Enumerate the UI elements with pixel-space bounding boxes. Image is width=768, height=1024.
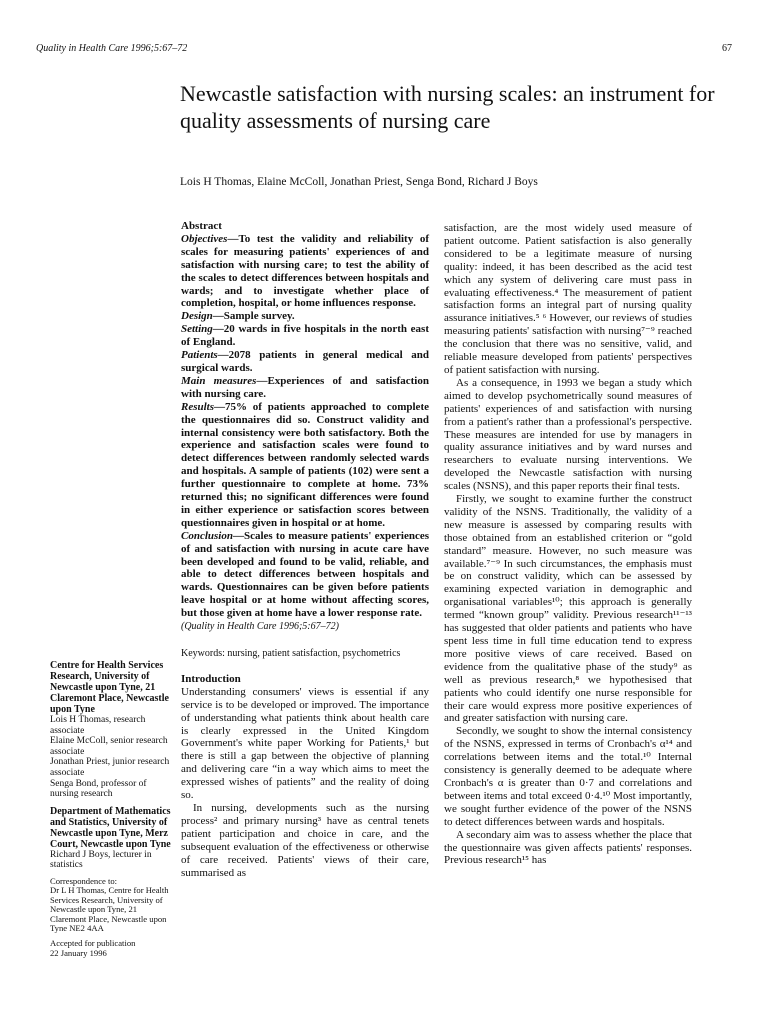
affiliation-2: Department of Mathematics and Statistics, University of Newcastle upon Tyne, Merz Court, Newcastle upon Tyne xyxy=(50,805,171,850)
abstract-objectives xyxy=(181,233,429,310)
intro-paragraph-2: In nursing, developments such as the nursing process² and primary nursing³ have as central tenets patient participation and choice in care, and the subsequent evaluation of the effectiveness or otherwise of care received. Patients' views of their care, summarised as xyxy=(181,801,429,879)
correspondence-label: Correspondence to: xyxy=(50,875,118,886)
abstract-design-label: Design xyxy=(181,310,213,323)
abstract-conclusion-label: Conclusion xyxy=(181,529,233,542)
abstract-results-label: Results xyxy=(181,400,215,413)
body-paragraph-1: satisfaction, are the most widely used measure of patient outcome. Patient satisfaction is also generally considered to be a legitimate measure of nursing quality: indeed, it has been described as the acid test which any system of delivering care must pass in evaluating effectiveness.⁴ The measurement of patient satisfaction forms an integral part of nursing quality assurance initiatives.⁵ ⁶ However, our reviews of studies measuring patients' satisfaction with nursing⁷⁻⁹ reached the conclusion that there was no sensitive, valid, and reliable measure developed from patients' perspectives of patient satisfaction with nursing. xyxy=(444,222,692,376)
abstract-patients xyxy=(181,349,429,375)
author-role-4: Senga Bond, professor of nursing research xyxy=(50,778,147,800)
abstract-measures xyxy=(181,375,429,401)
abstract-setting-label: Setting xyxy=(181,323,213,336)
abstract-objectives-label: Objectives xyxy=(181,232,228,245)
body-paragraph-5: A secondary aim was to assess whether the place that the questionnaire was given affects patients' responses. Previous research¹⁵ has xyxy=(444,828,692,867)
abstract-results xyxy=(181,401,429,530)
author-role-5: Richard J Boys, lecturer in statistics xyxy=(50,849,152,871)
keywords-line: Keywords: nursing, patient satisfaction, psychometrics xyxy=(181,648,401,659)
author-role-2: Elaine McColl, senior research associate xyxy=(50,736,168,757)
running-head xyxy=(36,43,732,55)
journal-citation: Quality in Health Care 1996;5:67–72 xyxy=(36,43,188,54)
abstract-measures-text: —Experiences of and satisfaction with nursing care. xyxy=(181,374,429,400)
accepted-label: Accepted for publication xyxy=(50,938,136,949)
body-paragraph-2: As a consequence, in 1993 we began a study which aimed to develop psychometrically sound measures of patients' experiences of and satisfaction with nursing from a patient's rather than a professional's perspective. These measures are intended for use by managers in quality assurance initiatives and by ward nurses and researchers to evaluate nursing interventions. We developed the Newcastle satisfaction with nursing scales (NSNS), and this paper reports their final tests. xyxy=(444,376,692,493)
body-paragraph-4: Secondly, we sought to show the internal consistency of the NSNS, expressed in terms of Cronbach's α¹⁴ and correlations between items and the total.¹⁰ Internal consistency is generally deemed to be adequate where Cronbach's α is greater than 0·7 and correlations and between items and total exceed 0·4.¹⁰ Most importantly, we sought further evidence of the power of the NSNS to detect differences between wards and hospitals. xyxy=(444,725,692,828)
author-role-1: Lois H Thomas, research associate xyxy=(50,715,146,736)
introduction-heading: Introduction xyxy=(181,672,241,685)
abstract-citation: (Quality in Health Care 1996;5:67–72) xyxy=(181,621,339,633)
intro-paragraph-1: Understanding consumers' views is essential if any service is to be developed or improved. The importance of understanding what patients think about health care is clearly expressed in the United Kingdom Government's white paper Working for Patients,¹ but there is still a gap between the objective of planning and delivering care “in a way which aims to meet the expressed wishes of patients” and the reality of doing so. xyxy=(181,685,429,802)
body-paragraph-3: Firstly, we sought to examine further the construct validity of the NSNS. Traditionally, the validity of a new measure is assessed by comparing results with those obtained from an established criterion or “gold standard” measure. However, no such measure was available.⁷⁻⁹ In such circumstances, the emphasis must be on construct validity, which can be assessed by examining expected variation in demographic and organisational variables¹⁰; this approach is generally termed “known group” validity. Previous research¹¹⁻¹³ has suggested that older patients and patients who have spent less time in full time education tend to express more positive views of care received. Based on evidence from the qualitative phase of the study⁹ as well as previous research,⁸ we hypothesised that patients who could identify one nurse responsible for their care would express more positive experiences of and greater satisfaction with nursing care. xyxy=(444,493,692,725)
author-list: Lois H Thomas, Elaine McColl, Jonathan Priest, Senga Bond, Richard J Boys xyxy=(180,176,538,188)
article-title: Newcastle satisfaction with nursing scales: an instrument for quality assessments of nursing care xyxy=(180,81,715,133)
abstract-setting-text: —20 wards in five hospitals in the north east of England. xyxy=(181,323,429,349)
page-number: 67 xyxy=(722,43,732,54)
abstract-patients-text: —2078 patients in general medical and surgical wards. xyxy=(181,349,429,374)
author-role-3: Jonathan Priest, junior research associate xyxy=(50,757,170,778)
affiliations-sidebar xyxy=(50,660,172,958)
abstract-patients-label: Patients xyxy=(181,349,218,362)
abstract-column xyxy=(181,220,429,879)
abstract-conclusion xyxy=(181,530,429,620)
abstract-design-text: —Sample survey. xyxy=(212,310,295,323)
abstract-setting xyxy=(181,323,429,349)
abstract-objectives-text: —To test the validity and reliability of scales for measuring patients' experiences of and satisfaction with nursing care; to test the ability of the scales to detect differences between hospitals and wards; and to investigate whether place of completion, hospital, or home influences response. xyxy=(181,232,429,310)
abstract-design xyxy=(181,310,429,323)
correspondence-address: Dr L H Thomas, Centre for Health Services Research, University of Newcastle upon Tyne, 21 Claremont Place, Newcastle upon Tyne NE2 4AA xyxy=(50,885,169,933)
accepted-date: 22 January 1996 xyxy=(50,947,107,958)
abstract-heading: Abstract xyxy=(181,220,222,232)
abstract-conclusion-text: —Scales to measure patients' experiences of and satisfaction with nursing in acute care have been developed and found to be valid, reliable, and able to detect differences between hospitals and wards. Questionnaires can be given before patients leave hospital or at home without affecting scores, but those given at home have a lower response rate. xyxy=(181,529,429,620)
affiliation-1: Centre for Health Services Research, University of Newcastle upon Tyne, 21 Claremont Place, Newcastle upon Tyne xyxy=(50,660,169,715)
body-column-right xyxy=(444,222,692,867)
abstract-measures-label: Main measures xyxy=(181,374,257,387)
abstract-results-text: —75% of patients approached to complete the questionnaires did so. Construct validity and internal consistency were both satisfactory. Both the experience and satisfaction scales were found to detect differences between randomly selected wards and hospitals. A sample of patients (102) were sent a further questionnaire to complete at home. 73% returned this; no significant differences were found in either experience or satisfaction scores between questionnaires given in hospital or at home. xyxy=(181,400,429,529)
